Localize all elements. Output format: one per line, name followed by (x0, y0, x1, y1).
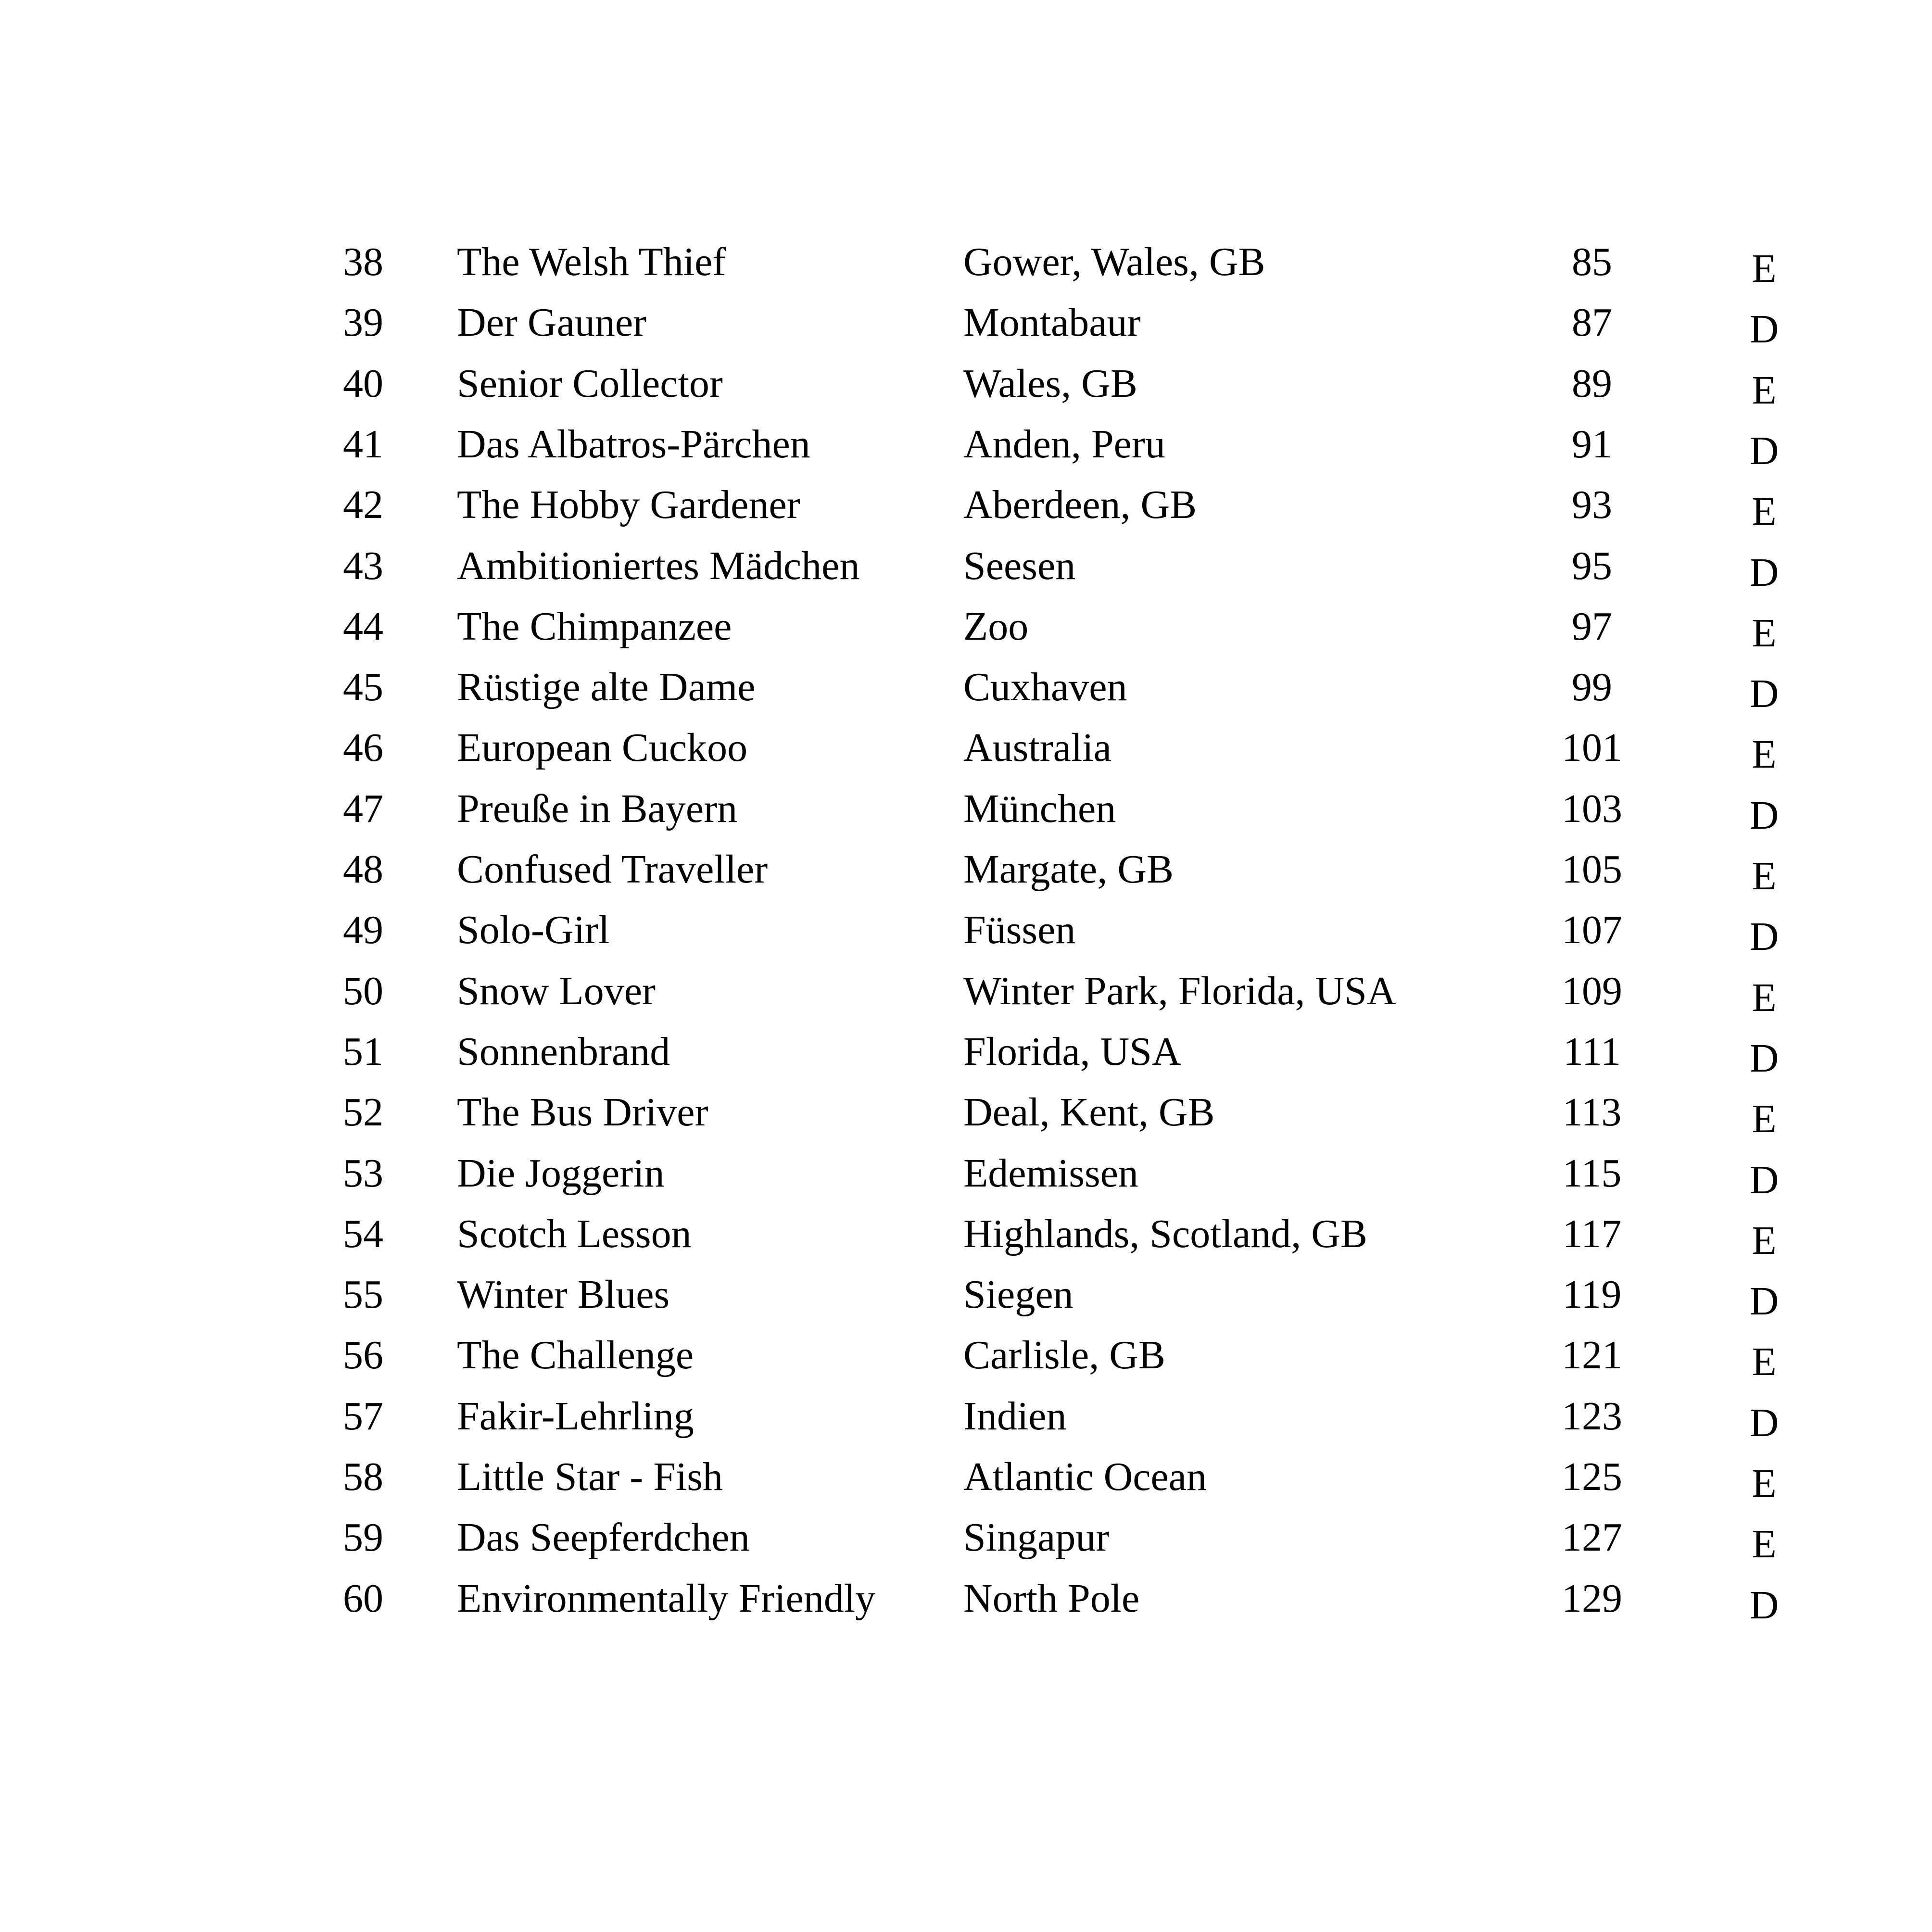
entry-title: Environmentally Friendly (457, 1576, 876, 1621)
entry-place: North Pole (963, 1576, 1140, 1621)
entry-title: The Bus Driver (457, 1090, 708, 1135)
entry-place: Seesen (963, 543, 1076, 588)
entry-language: E (1752, 1339, 1777, 1384)
toc-row (0, 536, 1932, 596)
entry-place: Wales, GB (963, 361, 1137, 406)
entry-page: 107 (1562, 908, 1622, 952)
entry-number: 58 (343, 1454, 383, 1499)
entry-number: 60 (343, 1576, 383, 1621)
entry-number: 42 (343, 482, 383, 527)
toc-row (0, 1082, 1932, 1143)
entry-title: Little Star - Fish (457, 1454, 723, 1499)
entry-title: Fakir-Lehrling (457, 1394, 694, 1439)
entry-page: 111 (1563, 1029, 1621, 1074)
toc-row (0, 657, 1932, 718)
entry-place: Edemissen (963, 1151, 1138, 1196)
entry-number: 56 (343, 1333, 383, 1377)
entry-page: 113 (1562, 1090, 1622, 1135)
entry-title: Confused Traveller (457, 847, 768, 892)
entry-page: 123 (1562, 1394, 1622, 1439)
entry-title: The Challenge (457, 1333, 694, 1377)
entry-language: E (1752, 1218, 1777, 1263)
entry-language: E (1752, 611, 1777, 656)
entry-number: 47 (343, 786, 383, 831)
entry-place: Winter Park, Florida, USA (963, 969, 1396, 1013)
entry-title: The Chimpanzee (457, 604, 732, 649)
entry-page: 103 (1562, 786, 1622, 831)
entry-page: 101 (1562, 725, 1622, 770)
entry-language: E (1752, 732, 1777, 777)
entry-number: 45 (343, 665, 383, 709)
entry-place: Montabaur (963, 300, 1141, 345)
entry-language: E (1752, 1461, 1777, 1506)
entry-language: E (1752, 489, 1777, 534)
entry-page: 127 (1562, 1515, 1622, 1560)
toc-row (0, 475, 1932, 535)
entry-page: 125 (1562, 1454, 1622, 1499)
entry-page: 115 (1562, 1151, 1622, 1196)
entry-place: Füssen (963, 908, 1076, 952)
entry-title: Scotch Lesson (457, 1212, 692, 1256)
entry-language: E (1752, 1097, 1777, 1141)
entry-place: Australia (963, 725, 1111, 770)
entry-language: D (1749, 1036, 1779, 1081)
toc-row (0, 1325, 1932, 1386)
entry-place: Highlands, Scotland, GB (963, 1212, 1367, 1256)
entry-place: Atlantic Ocean (963, 1454, 1207, 1499)
entry-language: E (1752, 246, 1777, 291)
entry-number: 59 (343, 1515, 383, 1560)
toc-row (0, 1447, 1932, 1507)
entry-page: 109 (1562, 969, 1622, 1013)
entry-language: D (1749, 1583, 1779, 1628)
entry-title: Das Albatros-Pärchen (457, 422, 810, 467)
toc-row (0, 292, 1932, 353)
entry-title: Rüstige alte Dame (457, 665, 756, 709)
toc-row (0, 1143, 1932, 1204)
entry-language: D (1749, 671, 1779, 716)
entry-title: The Hobby Gardener (457, 482, 800, 527)
entry-place: Zoo (963, 604, 1029, 649)
entry-place: München (963, 786, 1116, 831)
entry-language: E (1752, 975, 1777, 1020)
toc-row (0, 839, 1932, 900)
entry-number: 57 (343, 1394, 383, 1439)
toc-row (0, 900, 1932, 960)
toc-row (0, 961, 1932, 1022)
toc-row (0, 718, 1932, 778)
entry-page: 93 (1572, 482, 1612, 527)
entry-title: Senior Collector (457, 361, 723, 406)
entry-number: 53 (343, 1151, 383, 1196)
entry-place: Carlisle, GB (963, 1333, 1165, 1377)
entry-page: 121 (1562, 1333, 1622, 1377)
toc-row (0, 1264, 1932, 1325)
entry-place: Siegen (963, 1272, 1073, 1317)
entry-place: Aberdeen, GB (963, 482, 1197, 527)
entry-title: Der Gauner (457, 300, 647, 345)
entry-number: 48 (343, 847, 383, 892)
entry-place: Florida, USA (963, 1029, 1181, 1074)
entry-language: D (1749, 1401, 1779, 1445)
entry-number: 44 (343, 604, 383, 649)
entry-language: D (1749, 1158, 1779, 1202)
entry-page: 119 (1562, 1272, 1622, 1317)
entry-number: 38 (343, 240, 383, 284)
entry-title: Das Seepferdchen (457, 1515, 750, 1560)
toc-row (0, 1386, 1932, 1447)
entry-title: Ambitioniertes Mädchen (457, 543, 860, 588)
entry-number: 50 (343, 969, 383, 1013)
entry-language: D (1749, 793, 1779, 838)
toc-row (0, 596, 1932, 657)
entry-place: Indien (963, 1394, 1067, 1439)
toc-row (0, 414, 1932, 475)
entry-place: Cuxhaven (963, 665, 1127, 709)
entry-title: The Welsh Thief (457, 240, 726, 284)
entry-number: 46 (343, 725, 383, 770)
entry-title: Snow Lover (457, 969, 656, 1013)
toc-row (0, 1204, 1932, 1264)
entry-page: 117 (1562, 1212, 1622, 1256)
entry-place: Gower, Wales, GB (963, 240, 1265, 284)
entry-number: 39 (343, 300, 383, 345)
entry-language: D (1749, 550, 1779, 595)
entry-language: D (1749, 429, 1779, 473)
entry-language: D (1749, 1279, 1779, 1324)
entry-place: Singapur (963, 1515, 1110, 1560)
entry-page: 95 (1572, 543, 1612, 588)
entry-number: 51 (343, 1029, 383, 1074)
entry-title: Winter Blues (457, 1272, 670, 1317)
entry-place: Anden, Peru (963, 422, 1165, 467)
entry-page: 97 (1572, 604, 1612, 649)
entry-title: Preuße in Bayern (457, 786, 738, 831)
entry-number: 54 (343, 1212, 383, 1256)
entry-page: 85 (1572, 240, 1612, 284)
entry-page: 99 (1572, 665, 1612, 709)
entry-language: E (1752, 1522, 1777, 1566)
entry-page: 87 (1572, 300, 1612, 345)
toc-row (0, 1022, 1932, 1082)
entry-language: E (1752, 854, 1777, 898)
entry-page: 129 (1562, 1576, 1622, 1621)
entry-number: 52 (343, 1090, 383, 1135)
entry-place: Margate, GB (963, 847, 1174, 892)
entry-title: Sonnenbrand (457, 1029, 670, 1074)
entry-number: 49 (343, 908, 383, 952)
toc-row (0, 1507, 1932, 1568)
entry-page: 105 (1562, 847, 1622, 892)
entry-page: 89 (1572, 361, 1612, 406)
entry-language: D (1749, 307, 1779, 352)
toc-row (0, 1568, 1932, 1629)
entry-title: Solo-Girl (457, 908, 610, 952)
toc-row (0, 232, 1932, 292)
toc-row (0, 354, 1932, 414)
toc-row (0, 779, 1932, 839)
entry-page: 91 (1572, 422, 1612, 467)
entry-title: European Cuckoo (457, 725, 748, 770)
entry-number: 43 (343, 543, 383, 588)
entry-title: Die Joggerin (457, 1151, 665, 1196)
entry-number: 40 (343, 361, 383, 406)
entry-place: Deal, Kent, GB (963, 1090, 1215, 1135)
entry-number: 55 (343, 1272, 383, 1317)
entry-language: E (1752, 368, 1777, 413)
entry-number: 41 (343, 422, 383, 467)
entry-language: D (1749, 914, 1779, 959)
